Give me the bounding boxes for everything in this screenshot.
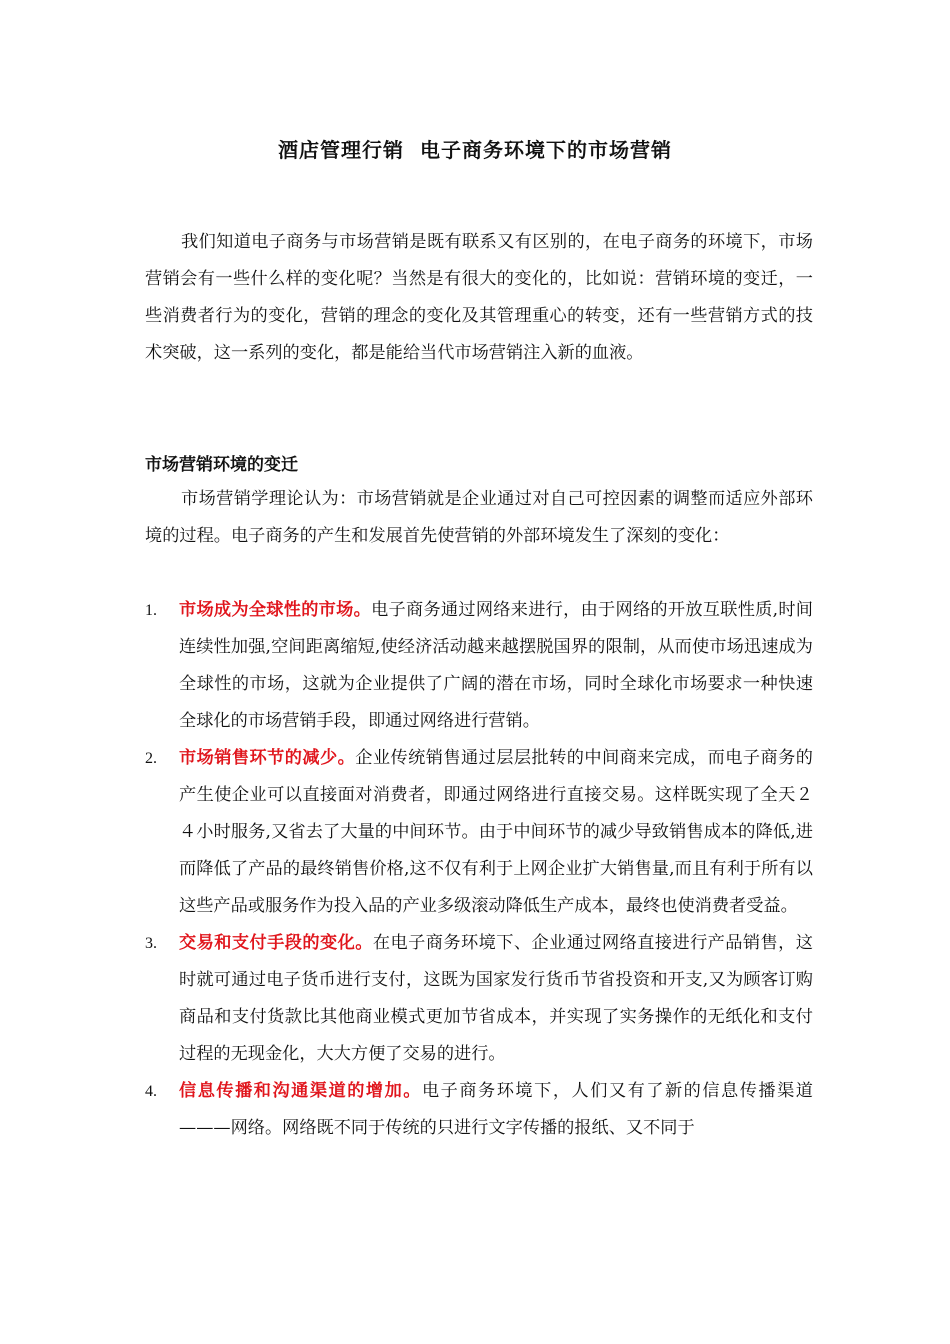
list-item [145, 592, 813, 740]
list-item-highlight: 市场成为全球性的市场。 [179, 600, 372, 620]
page-title: 酒店管理行销 电子商务环境下的市场营销 [278, 138, 672, 162]
section-heading: 市场营销环境的变迁 [145, 455, 298, 475]
list-number: 2. [145, 750, 157, 767]
intro-paragraph: 我们知道电子商务与市场营销是既有联系又有区别的，在电子商务的环境下，市场营销会有一些什么样的变化呢？当然是有很大的变化的，比如说：营销环境的变迁，一些消费者行为的变化，营销的理念的变化及其管理重心的转变，还有一些营销方式的技术突破，这一系列的变化，都是能给当代市场营销注入新的血液。 [145, 232, 813, 363]
list-item-text [179, 925, 813, 1073]
list-number: 3. [145, 935, 157, 952]
list-item [145, 740, 813, 925]
list-item-body: 在电子商务环境下、企业通过网络直接进行产品销售，这时就可通过电子货币进行支付，这既为国家发行货币节省投资和开支,又为顾客订购商品和支付货款比其他商业模式更加节省成本，并实现了实务操作的无纸化和支付过程的无现金化，大大方便了交易的进行。 [179, 933, 813, 1064]
list-item-highlight: 交易和支付手段的变化。 [179, 933, 373, 953]
list-number: 4. [145, 1083, 157, 1100]
list-item-text [179, 1073, 813, 1147]
numbered-list [145, 592, 813, 1147]
list-item-text [179, 592, 813, 740]
list-item-body: 电子商务环境下，人们又有了新的信息传播渠道———网络。网络既不同于传统的只进行文字传播的报纸、又不同于 [179, 1081, 813, 1138]
list-item-text [179, 740, 813, 925]
list-item-body: 企业传统销售通过层层批转的中间商来完成，而电子商务的产生使企业可以直接面对消费者，即通过网络进行直接交易。这样既实现了全天２４小时服务,又省去了大量的中间环节。由于中间环节的减少导致销售成本的降低,进而降低了产品的最终销售价格,这不仅有利于上网企业扩大销售量,而且有利于所有以这些产品或服务作为投入品的产业多级滚动降低生产成本，最终也使消费者受益。 [179, 748, 813, 916]
list-item-highlight: 信息传播和沟通渠道的增加。 [179, 1081, 422, 1101]
list-item [145, 925, 813, 1073]
list-number: 1. [145, 602, 157, 619]
list-item [145, 1073, 813, 1147]
list-item-body: 电子商务通过网络来进行，由于网络的开放互联性质,时间连续性加强,空间距离缩短,使经济活动越来越摆脱国界的限制，从而使市场迅速成为全球性的市场，这就为企业提供了广阔的潜在市场，同时全球化市场要求一种快速全球化的市场营销手段，即通过网络进行营销。 [179, 600, 813, 731]
section-lead-paragraph: 市场营销学理论认为：市场营销就是企业通过对自己可控因素的调整而适应外部环境的过程。电子商务的产生和发展首先使营销的外部环境发生了深刻的变化： [145, 489, 813, 546]
list-item-highlight: 市场销售环节的减少。 [179, 748, 356, 768]
